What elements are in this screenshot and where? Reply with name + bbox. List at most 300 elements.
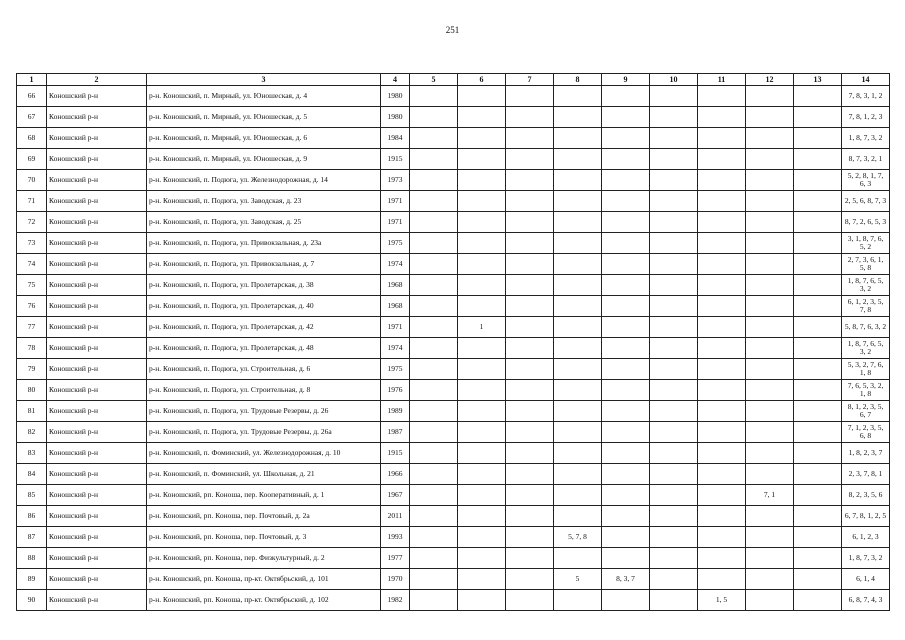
table-cell [602,527,650,548]
table-cell [794,86,842,107]
table-cell [506,548,554,569]
table-cell: 89 [17,569,47,590]
table-cell [602,254,650,275]
table-cell: 6, 1, 4 [842,569,890,590]
table-cell [554,401,602,422]
table-row [17,422,890,443]
table-cell [506,275,554,296]
table-cell: 1973 [381,170,410,191]
table-cell: 8, 3, 7 [602,569,650,590]
table-cell [458,86,506,107]
table-cell [746,128,794,149]
column-header: 14 [842,74,890,86]
table-cell: 85 [17,485,47,506]
table-cell [746,380,794,401]
table-cell: 1 [458,317,506,338]
table-cell [746,317,794,338]
table-row [17,590,890,611]
table-cell [554,443,602,464]
table-row [17,212,890,233]
table-cell: 1974 [381,338,410,359]
table-cell [410,485,458,506]
table-cell [410,170,458,191]
table-cell [650,86,698,107]
table-cell: р-н. Коношский, п. Подюга, ул. Привокзальная, д. 7 [147,254,381,275]
table-cell: р-н. Коношский, п. Подюга, ул. Заводская, д. 23 [147,191,381,212]
table-cell: 76 [17,296,47,317]
column-header: 13 [794,74,842,86]
table-cell: 67 [17,107,47,128]
table-row [17,128,890,149]
column-header: 3 [147,74,381,86]
table-cell [794,359,842,380]
table-cell [602,212,650,233]
table-cell [794,527,842,548]
table-cell [794,149,842,170]
table-cell [746,212,794,233]
table-cell: 1993 [381,527,410,548]
table-cell [650,401,698,422]
table-cell [794,485,842,506]
table-cell [794,107,842,128]
table-cell [746,590,794,611]
table-cell: р-н. Коношский, п. Мирный, ул. Юношеская, д. 9 [147,149,381,170]
table-cell [602,401,650,422]
table-row [17,191,890,212]
table-cell [698,401,746,422]
table-cell [506,464,554,485]
column-header: 11 [698,74,746,86]
table-cell: Коношский р-н [47,548,147,569]
table-cell: 82 [17,422,47,443]
table-cell [410,212,458,233]
table-cell [458,380,506,401]
table-cell [554,107,602,128]
table-row [17,464,890,485]
table-row [17,254,890,275]
table-cell [746,569,794,590]
table-cell [410,275,458,296]
column-header: 12 [746,74,794,86]
table-cell [650,443,698,464]
table-cell: 84 [17,464,47,485]
table-cell [794,380,842,401]
table-cell [554,212,602,233]
table-cell: 83 [17,443,47,464]
table-cell [410,86,458,107]
table-cell: Коношский р-н [47,233,147,254]
table-cell [458,275,506,296]
table-cell: р-н. Коношский, п. Подюга, ул. Трудовые Резервы, д. 26а [147,422,381,443]
table-cell [794,548,842,569]
table-cell: Коношский р-н [47,464,147,485]
table-cell [506,401,554,422]
table-cell: 7, 1 [746,485,794,506]
table-cell [650,128,698,149]
table-cell: Коношский р-н [47,359,147,380]
table-cell: 1, 8, 7, 3, 2 [842,128,890,149]
table-cell [794,401,842,422]
column-header: 9 [602,74,650,86]
table-cell: 1, 5 [698,590,746,611]
table-cell [458,149,506,170]
table-cell: 1971 [381,191,410,212]
table-cell: 3, 1, 8, 7, 6, 5, 2 [842,233,890,254]
table-cell: 6, 1, 2, 3, 5, 7, 8 [842,296,890,317]
table-cell [410,149,458,170]
table-cell: 1915 [381,443,410,464]
table-cell [698,506,746,527]
table-cell [650,149,698,170]
table-cell: Коношский р-н [47,380,147,401]
table-cell: 1989 [381,401,410,422]
table-cell: 1, 8, 7, 3, 2 [842,548,890,569]
table-cell [506,506,554,527]
table-row [17,380,890,401]
table-cell [458,338,506,359]
table-cell [698,359,746,380]
table-cell [410,422,458,443]
column-header: 2 [47,74,147,86]
table-cell [650,233,698,254]
table-cell [602,590,650,611]
table-cell [602,464,650,485]
table-cell [458,107,506,128]
table-cell: 88 [17,548,47,569]
table-body [17,86,890,611]
column-header: 8 [554,74,602,86]
table-cell [698,548,746,569]
table-cell [650,464,698,485]
table-cell: Коношский р-н [47,506,147,527]
table-cell: 80 [17,380,47,401]
table-cell: р-н. Коношский, рп. Коноша, пер. Кооперативный, д. 1 [147,485,381,506]
table-cell [794,317,842,338]
table-cell: 1968 [381,275,410,296]
table-cell: р-н. Коношский, п. Фоминский, ул. Школьная, д. 21 [147,464,381,485]
table-cell [650,548,698,569]
table-cell: 7, 8, 1, 2, 3 [842,107,890,128]
table-cell [602,506,650,527]
table-cell: 8, 7, 3, 2, 1 [842,149,890,170]
table-cell: 1968 [381,296,410,317]
table-cell [410,527,458,548]
table-cell [554,590,602,611]
table-cell: 1967 [381,485,410,506]
table-cell: 73 [17,233,47,254]
table-cell [554,128,602,149]
table-cell: Коношский р-н [47,107,147,128]
table-row [17,149,890,170]
table-cell [698,317,746,338]
table-cell: 1982 [381,590,410,611]
table-cell: Коношский р-н [47,191,147,212]
table-row [17,170,890,191]
table-row [17,275,890,296]
table-cell: Коношский р-н [47,338,147,359]
table-cell [458,443,506,464]
table-cell: Коношский р-н [47,422,147,443]
table-cell: р-н. Коношский, п. Мирный, ул. Юношеская, д. 6 [147,128,381,149]
table-cell: 5, 8, 7, 6, 3, 2 [842,317,890,338]
table-cell [506,86,554,107]
table-cell: 2, 3, 7, 8, 1 [842,464,890,485]
table-cell: Коношский р-н [47,317,147,338]
table-cell [458,128,506,149]
table-cell: Коношский р-н [47,170,147,191]
table-cell [506,191,554,212]
table-cell [410,380,458,401]
table-cell [410,443,458,464]
table-cell [698,191,746,212]
table-cell [458,506,506,527]
table-cell: р-н. Коношский, п. Подюга, ул. Строительная, д. 6 [147,359,381,380]
table-cell: 1974 [381,254,410,275]
table-cell [410,464,458,485]
table-cell: Коношский р-н [47,86,147,107]
table-cell: 1975 [381,359,410,380]
table-cell: Коношский р-н [47,212,147,233]
table-cell [746,527,794,548]
table-cell: 7, 8, 3, 1, 2 [842,86,890,107]
table-cell [698,296,746,317]
table-cell [602,233,650,254]
table-cell [698,443,746,464]
table-cell [554,149,602,170]
table-cell: р-н. Коношский, п. Подюга, ул. Трудовые Резервы, д. 26 [147,401,381,422]
table-row [17,485,890,506]
table-cell [746,548,794,569]
table-cell [650,485,698,506]
table-cell [746,191,794,212]
table-cell [554,254,602,275]
table-cell [506,527,554,548]
table-cell [410,254,458,275]
column-header: 7 [506,74,554,86]
table-row [17,569,890,590]
table-cell [746,443,794,464]
table-cell [602,170,650,191]
table-cell [746,296,794,317]
table-cell [650,569,698,590]
table-cell: р-н. Коношский, рп. Коноша, пр-кт. Октябрьский, д. 101 [147,569,381,590]
table-cell: 90 [17,590,47,611]
table-cell [506,212,554,233]
column-header: 5 [410,74,458,86]
table-cell [506,443,554,464]
table-cell [698,233,746,254]
table-cell [602,548,650,569]
table-cell [794,128,842,149]
column-header: 6 [458,74,506,86]
table-cell: 86 [17,506,47,527]
table-cell [650,296,698,317]
table-cell: 1980 [381,86,410,107]
table-cell: р-н. Коношский, п. Подюга, ул. Заводская, д. 25 [147,212,381,233]
table-cell [698,569,746,590]
table-cell: р-н. Коношский, п. Подюга, ул. Строительная, д. 8 [147,380,381,401]
table-row [17,317,890,338]
table-cell [746,149,794,170]
table-cell: р-н. Коношский, п. Подюга, ул. Пролетарская, д. 38 [147,275,381,296]
page-number: 251 [445,25,460,35]
table-cell: 66 [17,86,47,107]
table-cell [650,506,698,527]
table-cell [650,359,698,380]
table-cell [650,254,698,275]
table-cell [458,254,506,275]
table-cell: 1975 [381,233,410,254]
table-cell [458,170,506,191]
table-row [17,359,890,380]
table-cell [506,359,554,380]
table-cell [650,317,698,338]
table-cell [794,275,842,296]
table-cell [602,107,650,128]
table-cell: 81 [17,401,47,422]
table-cell [554,464,602,485]
table-cell: 1976 [381,380,410,401]
table-cell: Коношский р-н [47,590,147,611]
table-cell: 5, 2, 8, 1, 7, 6, 3 [842,170,890,191]
table-cell: 77 [17,317,47,338]
table-cell [698,527,746,548]
table-cell: р-н. Коношский, п. Подюга, ул. Пролетарская, д. 48 [147,338,381,359]
table-cell: 6, 7, 8, 1, 2, 5 [842,506,890,527]
table-cell [746,506,794,527]
table-cell [554,548,602,569]
table-cell: Коношский р-н [47,128,147,149]
table-cell [410,128,458,149]
table-cell [794,569,842,590]
table-cell [458,548,506,569]
table-cell: 1980 [381,107,410,128]
table-cell [746,170,794,191]
table-cell [506,485,554,506]
table-cell [602,338,650,359]
column-header: 10 [650,74,698,86]
table-cell [698,464,746,485]
table-cell: р-н. Коношский, п. Мирный, ул. Юношеская, д. 5 [147,107,381,128]
table-cell [554,296,602,317]
table-cell: 5 [554,569,602,590]
table-cell: р-н. Коношский, п. Подюга, ул. Привокзальная, д. 23а [147,233,381,254]
table-cell [458,569,506,590]
header-row [17,74,890,86]
table-cell [602,149,650,170]
table-cell [410,401,458,422]
table-cell [458,485,506,506]
table-cell [650,338,698,359]
table-cell [506,149,554,170]
table-cell [554,338,602,359]
table-cell [602,128,650,149]
table-cell [794,422,842,443]
table-cell: 68 [17,128,47,149]
table-cell [410,233,458,254]
table-cell: 79 [17,359,47,380]
table-cell [458,233,506,254]
table-cell [650,527,698,548]
table-cell [650,170,698,191]
table-cell [746,464,794,485]
table-cell [506,254,554,275]
table-cell [650,590,698,611]
table-cell [410,317,458,338]
table-row [17,527,890,548]
table-cell [458,527,506,548]
table-cell [650,422,698,443]
table-cell [746,338,794,359]
table-cell [410,296,458,317]
table-cell: 1987 [381,422,410,443]
table-row [17,233,890,254]
table-cell [602,359,650,380]
table-cell [698,86,746,107]
table-cell: р-н. Коношский, рп. Коноша, пер. Почтовый, д. 3 [147,527,381,548]
table-cell [794,233,842,254]
table-cell: Коношский р-н [47,569,147,590]
table-cell: 1915 [381,149,410,170]
table-cell: 87 [17,527,47,548]
table-cell: 7, 1, 2, 3, 5, 6, 8 [842,422,890,443]
table-cell [410,506,458,527]
table-cell: 1, 8, 7, 6, 5, 3, 2 [842,275,890,296]
table-row [17,548,890,569]
table-cell [794,443,842,464]
table-cell [506,569,554,590]
table-cell: 7, 6, 5, 3, 2, 1, 8 [842,380,890,401]
table-cell [602,191,650,212]
table-cell: Коношский р-н [47,254,147,275]
table-cell [506,422,554,443]
table-cell [506,338,554,359]
table-cell [698,149,746,170]
table-cell [602,317,650,338]
table-cell [410,191,458,212]
table-cell [506,380,554,401]
table-cell [698,212,746,233]
table-row [17,107,890,128]
table-cell [506,590,554,611]
table-cell: 75 [17,275,47,296]
table-cell [506,107,554,128]
table-cell [506,296,554,317]
table-cell [602,275,650,296]
table-cell: 2011 [381,506,410,527]
table-cell [698,107,746,128]
table-cell [650,380,698,401]
table-cell: 8, 2, 3, 5, 6 [842,485,890,506]
table-cell [698,275,746,296]
table-cell [602,422,650,443]
table-cell: Коношский р-н [47,485,147,506]
table-cell: 2, 5, 6, 8, 7, 3 [842,191,890,212]
table-cell [410,107,458,128]
table-cell: Коношский р-н [47,275,147,296]
table-cell: 1984 [381,128,410,149]
table-cell [554,380,602,401]
table-cell [458,401,506,422]
table-cell: 8, 1, 2, 3, 5, 6, 7 [842,401,890,422]
table-cell [554,422,602,443]
table-cell [746,401,794,422]
table-cell [458,296,506,317]
table-cell [458,191,506,212]
table-cell [458,464,506,485]
table-cell [410,569,458,590]
table-cell: 78 [17,338,47,359]
